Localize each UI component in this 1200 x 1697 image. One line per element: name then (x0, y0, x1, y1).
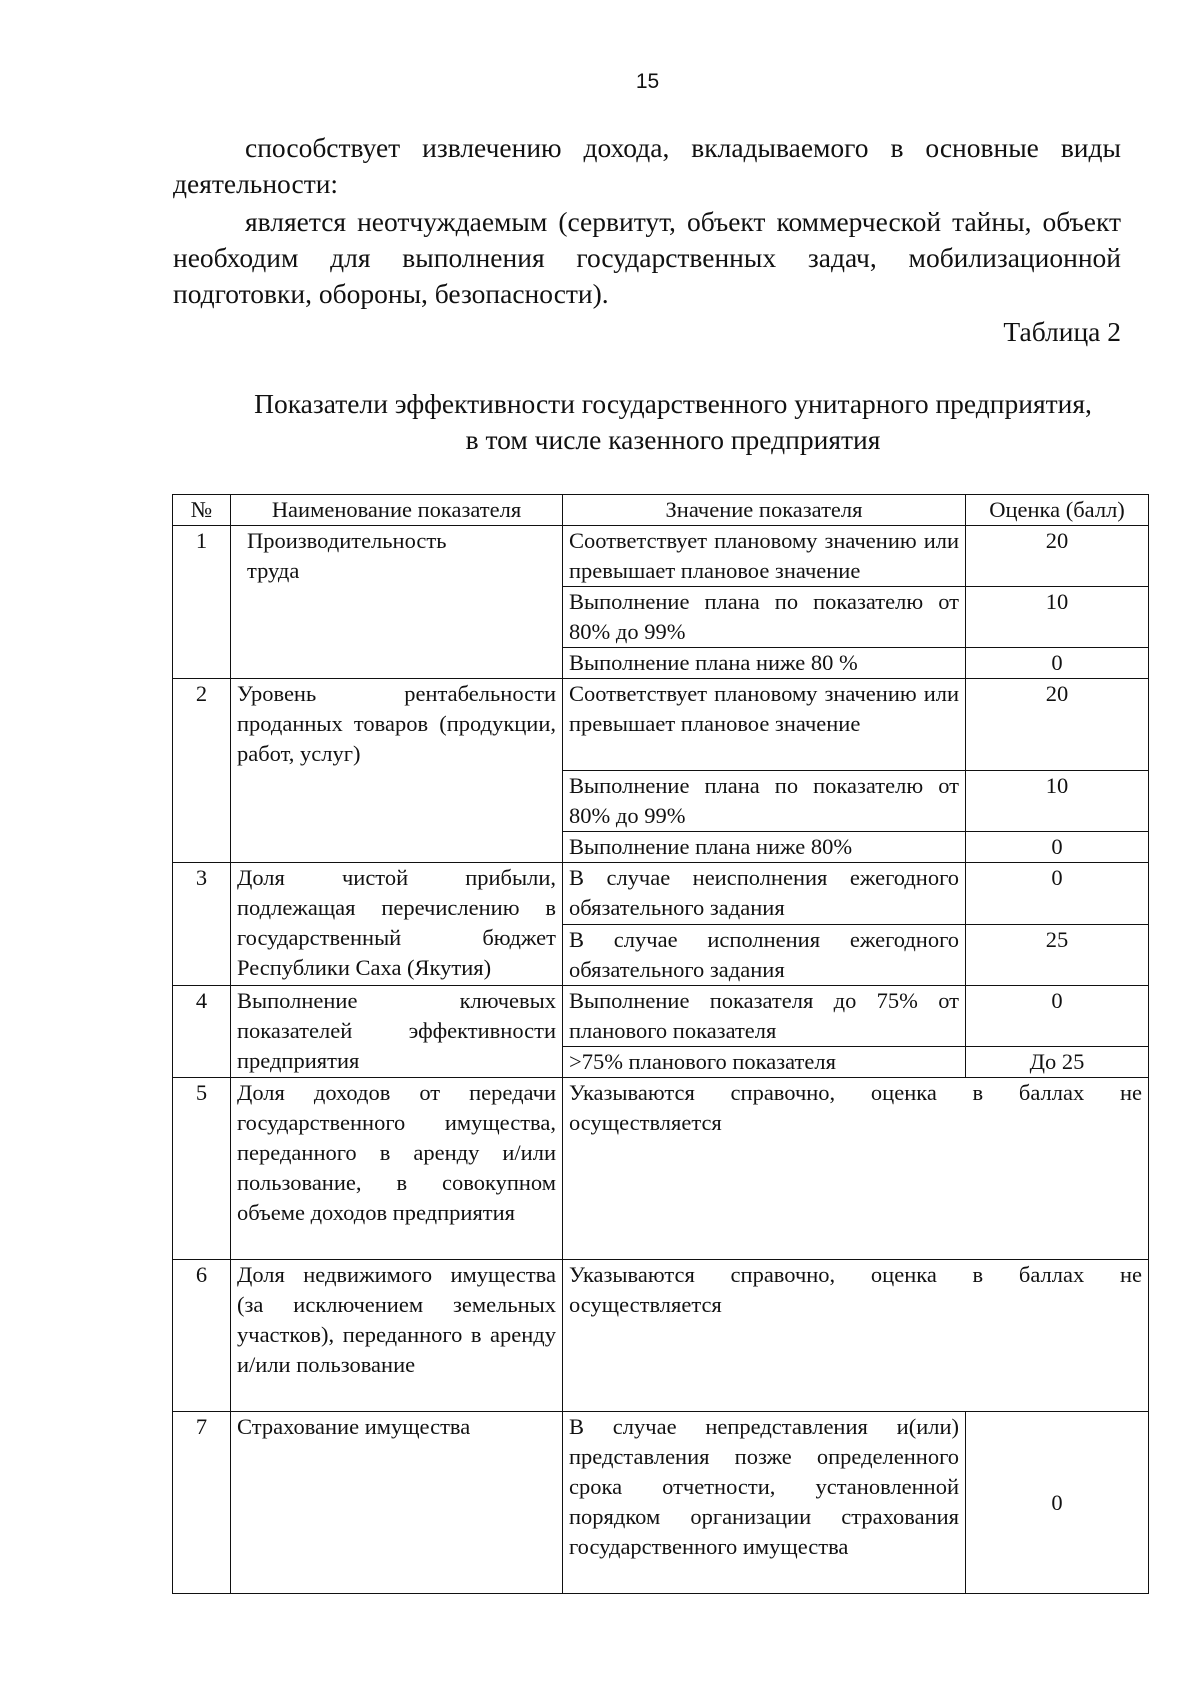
indicator-score: До 25 (966, 1047, 1149, 1078)
paragraph-2-text: является неотчуждаемым (сервитут, объект коммерческой тайны, объект необходим для выполнения государственных задач, мобилизационной подготовки, обороны, безопасности). (173, 206, 1121, 309)
indicator-name: Доля недвижимого имущества (за исключением земельных участков), переданного в аренду и/или пользование (231, 1260, 563, 1412)
table-caption (173, 386, 1173, 458)
table-row (173, 986, 1149, 1047)
table-row (173, 1412, 1149, 1594)
row-number: 5 (173, 1078, 231, 1260)
indicator-score: 0 (966, 832, 1149, 863)
indicator-score: 0 (966, 1412, 1149, 1594)
table-row (173, 1078, 1149, 1260)
caption-line-1: Показатели эффективности государственного унитарного предприятия, (254, 388, 1092, 419)
row-number: 2 (173, 679, 231, 863)
paragraph-2 (173, 204, 1121, 312)
indicator-value: >75% планового показателя (563, 1047, 966, 1078)
indicator-score: 0 (966, 986, 1149, 1047)
table-row (173, 526, 1149, 587)
indicator-value: Соответствует плановому значению или превышает плановое значение (563, 526, 966, 587)
indicator-value: Выполнение плана ниже 80% (563, 832, 966, 863)
table-row (173, 863, 1149, 925)
indicator-value: Выполнение показателя до 75% от планового показателя (563, 986, 966, 1047)
indicator-value: В случае непредставления и(или) представления позже определенного срока отчетности, установленной порядком организации страхования государственного имущества (563, 1412, 966, 1594)
indicators-table (172, 494, 1149, 1594)
indicator-value: Выполнение плана ниже 80 % (563, 648, 966, 679)
table-row (173, 1260, 1149, 1412)
caption-line-2: в том числе казенного предприятия (465, 424, 881, 455)
header-number: № (173, 495, 231, 526)
indicator-name-text: Производительность труда (247, 528, 447, 583)
page-number: 15 (635, 70, 660, 93)
indicator-value: В случае неисполнения ежегодного обязательного задания (563, 863, 966, 925)
indicator-name: Страхование имущества (231, 1412, 563, 1594)
indicator-note: Указываются справочно, оценка в баллах не осуществляется (563, 1078, 1149, 1260)
indicator-name (231, 526, 563, 679)
indicator-value: В случае исполнения ежегодного обязательного задания (563, 925, 966, 986)
indicator-value: Выполнение плана по показателю от 80% до 99% (563, 771, 966, 832)
indicator-score: 10 (966, 771, 1149, 832)
indicator-score: 20 (966, 526, 1149, 587)
indicator-name: Доля чистой прибыли, подлежащая перечислению в государственный бюджет Республики Саха (Якутия) (231, 863, 563, 986)
indicator-score: 0 (966, 863, 1149, 925)
indicator-name: Уровень рентабельности проданных товаров (продукции, работ, услуг) (231, 679, 563, 863)
table-row (173, 679, 1149, 771)
paragraph-1 (173, 130, 1121, 202)
paragraph-1-text: способствует извлечению дохода, вкладываемого в основные виды деятельности: (173, 132, 1121, 199)
indicator-name: Выполнение ключевых показателей эффективности предприятия (231, 986, 563, 1078)
indicator-name: Доля доходов от передачи государственного имущества, переданного в аренду и/или пользование, в совокупном объеме доходов предприятия (231, 1078, 563, 1260)
row-number: 7 (173, 1412, 231, 1594)
table-label: Таблица 2 (1003, 316, 1121, 347)
indicator-score: 20 (966, 679, 1149, 771)
header-name: Наименование показателя (231, 495, 563, 526)
indicator-score: 10 (966, 587, 1149, 648)
header-value: Значение показателя (563, 495, 966, 526)
row-number: 4 (173, 986, 231, 1078)
row-number: 1 (173, 526, 231, 679)
indicator-note: Указываются справочно, оценка в баллах не осуществляется (563, 1260, 1149, 1412)
row-number: 6 (173, 1260, 231, 1412)
indicator-score: 0 (966, 648, 1149, 679)
indicator-value: Выполнение плана по показателю от 80% до 99% (563, 587, 966, 648)
row-number: 3 (173, 863, 231, 986)
header-score: Оценка (балл) (966, 495, 1149, 526)
table-header-row (173, 495, 1149, 526)
indicator-score: 25 (966, 925, 1149, 986)
indicator-value: Соответствует плановому значению или превышает плановое значение (563, 679, 966, 771)
